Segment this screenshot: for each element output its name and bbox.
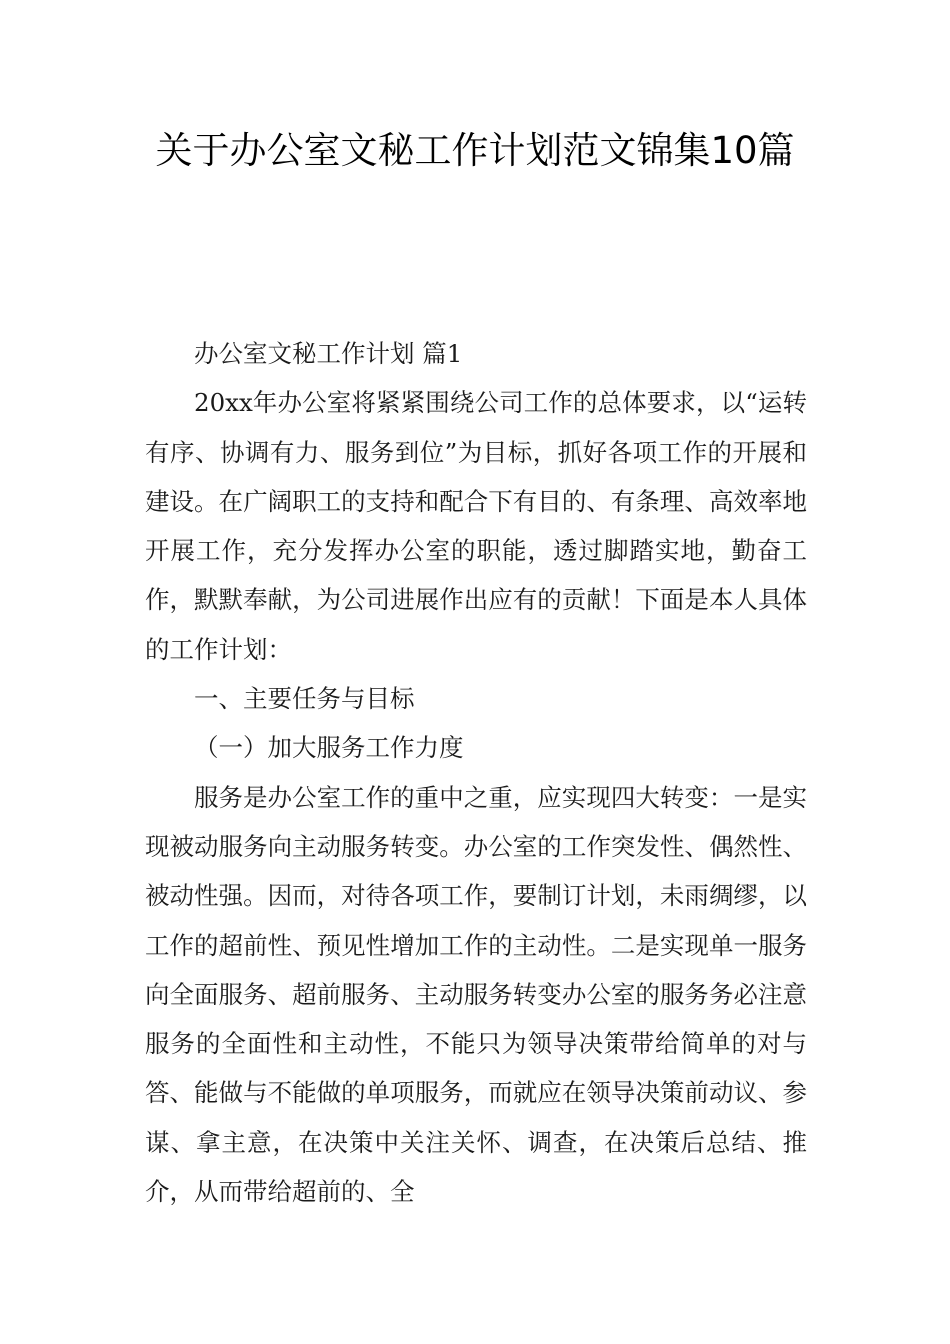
document-title: 关于办公室文秘工作计划范文锦集10篇 — [155, 129, 795, 172]
body-paragraph: 20xx年办公室将紧紧围绕公司工作的总体要求，以“运转有序、协调有力、服务到位”为目标，抓好各项工作的开展和建设。在广阔职工的支持和配合下有目的、有条理、高效率地开展工作，充分发挥办公室的职能，透过脚踏实地，勤奋工作，默默奉献，为公司进展作出应有的贡献！下面是本人具体的工作计划： — [145, 388, 807, 664]
section-heading: 办公室文秘工作计划 篇1 — [194, 339, 463, 368]
body-paragraph: 服务是办公室工作的重中之重，应实现四大转变：一是实现被动服务向主动服务转变。办公室的工作突发性、偶然性、被动性强。因而，对待各项工作，要制订计划，未雨绸缪，以工作的超前性、预见性增加工作的主动性。二是实现单一服务向全面服务、超前服务、主动服务转变办公室的服务务必注意服务的全面性和主动性，不能只为领导决策带给简单的对与答、能做与不能做的单项服务，而就应在领导决策前动议、参谋、拿主意，在决策中关注关怀、调查，在决策后总结、推介，从而带给超前的、全 — [145, 782, 807, 1207]
subsection-heading: 一、主要任务与目标 — [194, 684, 415, 714]
subsection-heading: （一）加大服务工作力度 — [194, 733, 464, 763]
document-body — [145, 329, 807, 1216]
